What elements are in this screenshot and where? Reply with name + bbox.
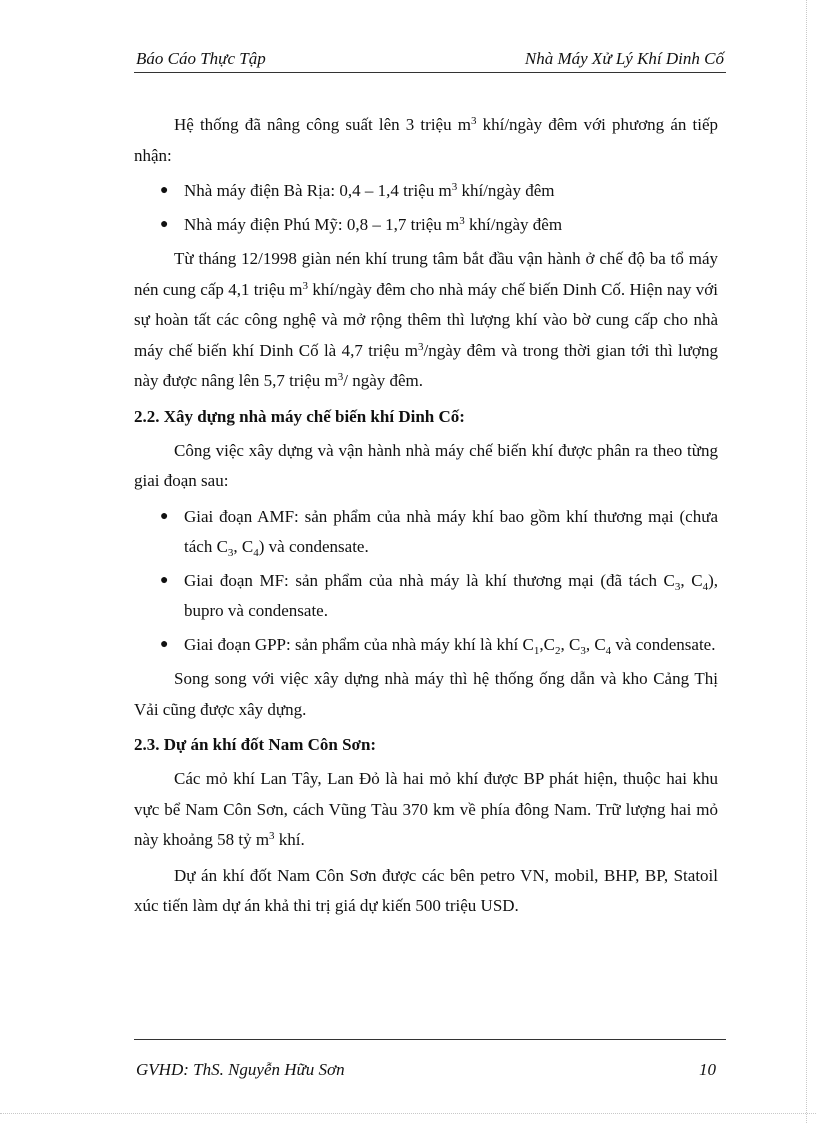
page-number: 10 <box>699 1060 716 1079</box>
header-plant-name: Nhà Máy Xử Lý Khí Dinh Cố <box>524 49 724 68</box>
bullet-icon: ● <box>160 636 169 652</box>
list-item: ● Giai đoạn GPP: sản phẩm của nhà máy khí là khí $C_1,C_2$, $C_3$, $C_4$ và condensate. <box>134 630 718 661</box>
project-paragraph: Dự án khí đốt Nam Côn Sơn được các bên petro VN, mobil, BHP, BP, Statoil xúc tiến làm dự án khả thi trị giá dự kiến 500 triệu USD. <box>134 865 718 915</box>
list-item: ● Giai đoạn MF: sản phẩm của nhà máy là khí thương mại (đã tách $C_3$, $C_4$), bupro và condensate. <box>134 566 718 627</box>
list-item: ● Nhà máy điện Bà Rịa: 0,4 – 1,4 triệu $m^3$ khí/ngày đêm <box>134 176 718 207</box>
intro-paragraph: Hệ thống đã nâng công suất lên 3 triệu $m^3$ khí/ngày đêm với phương án tiếp nhận: <box>134 115 718 165</box>
pipeline-paragraph: Song song với việc xây dựng nhà máy thì hệ thống ống dẫn và kho Cảng Thị Vải cũng được xây dựng. <box>134 669 718 719</box>
section-heading-2-3: 2.3. Dự án khí đốt Nam Côn Sơn: <box>134 735 377 754</box>
page-content <box>134 110 718 927</box>
bullet-icon: ● <box>160 216 169 232</box>
page-header <box>134 48 726 73</box>
page-border-right <box>806 0 807 1123</box>
compressor-paragraph: Từ tháng 12/1998 giàn nén khí trung tâm bắt đầu vận hành ở chế độ ba tổ máy nén cung cấp 4,1 triệu $m^3$ khí/ngày đêm cho nhà máy chế biến Dinh Cố. Hiện nay với sự hoàn tất các công nghệ và mở rộng thêm thì lượng khí vào bờ cung cấp cho nhà máy chế biến khí Dinh Cố là 4,7 triệu $m^3$/ngày đêm và trong thời gian tới thì lượng này được nâng lên 5,7 triệu $m^3/$ ngày đêm. <box>134 249 719 390</box>
phases-list <box>134 502 718 661</box>
gas-fields-paragraph: Các mỏ khí Lan Tây, Lan Đỏ là hai mỏ khí được BP phát hiện, thuộc hai khu vực bể Nam Côn Sơn, cách Vũng Tàu 370 km về phía đông Nam. Trữ lượng hai mỏ này khoảng 58 tỷ $m^3$ khí. <box>134 769 718 849</box>
section-heading-2-2: 2.2. Xây dựng nhà máy chế biến khí Dinh Cố: <box>134 406 465 426</box>
bullet-icon: ● <box>160 183 169 198</box>
list-item: ● Giai đoạn AMF: sản phẩm của nhà máy khí bao gồm khí thương mại (chưa tách $C_3$, $C_4$) và condensate. <box>134 502 718 563</box>
intake-list <box>134 176 718 240</box>
bullet-icon: ● <box>160 508 169 524</box>
phases-intro-paragraph: Công việc xây dựng và vận hành nhà máy chế biến khí được phân ra theo từng giai đoạn sau: <box>134 440 718 490</box>
page-border-bottom <box>0 1113 816 1114</box>
header-report-title: Báo Cáo Thực Tập <box>136 49 266 68</box>
footer-divider <box>134 1039 726 1040</box>
bullet-icon: ● <box>160 572 169 588</box>
footer-supervisor: GVHD: ThS. Nguyễn Hữu Sơn <box>136 1060 345 1079</box>
list-item: ● Nhà máy điện Phú Mỹ: 0,8 – 1,7 triệu $m^3$ khí/ngày đêm <box>134 210 718 241</box>
